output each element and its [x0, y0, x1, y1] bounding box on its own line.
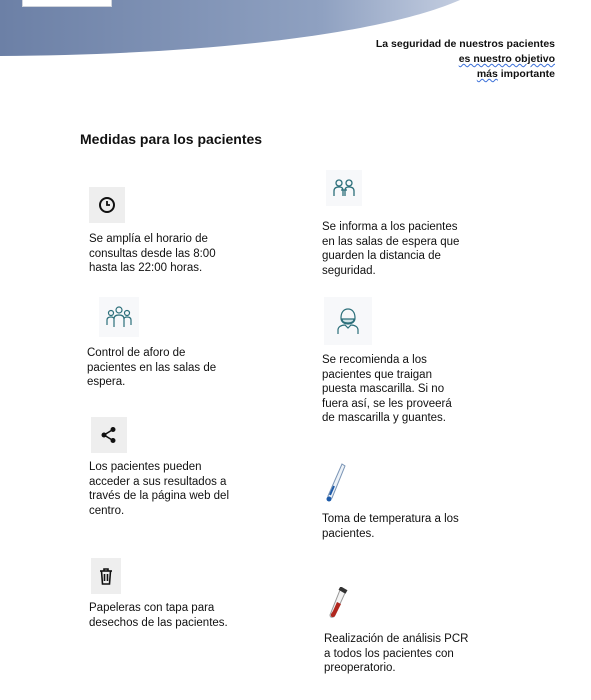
- measure-item: [89, 558, 228, 630]
- measure-item: [324, 586, 468, 676]
- thermometer-icon: [322, 462, 350, 504]
- page-title: Medidas para los pacientes: [80, 131, 263, 147]
- clock-icon: [89, 187, 125, 223]
- trash-icon: [91, 558, 121, 594]
- measure-text: Se recomienda a los pacientes que traigan puesta mascarilla. Si no fuera así, se les proveerá de mascarilla y guantes.: [322, 354, 452, 424]
- logo: [22, 0, 112, 7]
- measure-text: Realización de análisis PCR a todos los pacientes con preoperatorio.: [324, 633, 469, 674]
- measure-item: [322, 462, 459, 541]
- measure-item: [89, 417, 229, 518]
- tagline-word-importante: importante: [497, 68, 555, 80]
- masked-person-icon: [324, 297, 372, 345]
- tagline-line-1: La seguridad de nuestros pacientes: [375, 38, 555, 50]
- measure-text: Toma de temperatura a los pacientes.: [322, 513, 459, 540]
- header-tagline: [376, 37, 555, 82]
- measure-item: [322, 170, 459, 278]
- measure-item: [89, 187, 216, 276]
- tagline-word-mas: más: [476, 68, 498, 80]
- measure-text: Se amplía el horario de consultas desde las 8:00 hasta las 22:00 horas.: [89, 233, 216, 274]
- tagline-line-2: [376, 52, 555, 67]
- group-people-icon: [99, 297, 139, 337]
- measure-item: [322, 297, 452, 426]
- measure-text: Control de aforo de pacientes en las salas de espera.: [87, 347, 217, 388]
- test-tube-icon: [324, 586, 350, 622]
- tagline-line-3: [376, 67, 555, 82]
- measure-text: Los pacientes pueden acceder a sus resultados a través de la página web del centro.: [89, 461, 230, 517]
- tagline-line-2-text: es nuestro objetivo: [458, 53, 555, 65]
- measure-text: Se informa a los pacientes en las salas de espera que guarden la distancia de seguridad.: [322, 221, 460, 277]
- measure-item: [87, 297, 216, 390]
- measure-text: Papeleras con tapa para desechos de las pacientes.: [89, 602, 228, 629]
- share-icon: [91, 417, 127, 453]
- social-distance-icon: [326, 170, 362, 206]
